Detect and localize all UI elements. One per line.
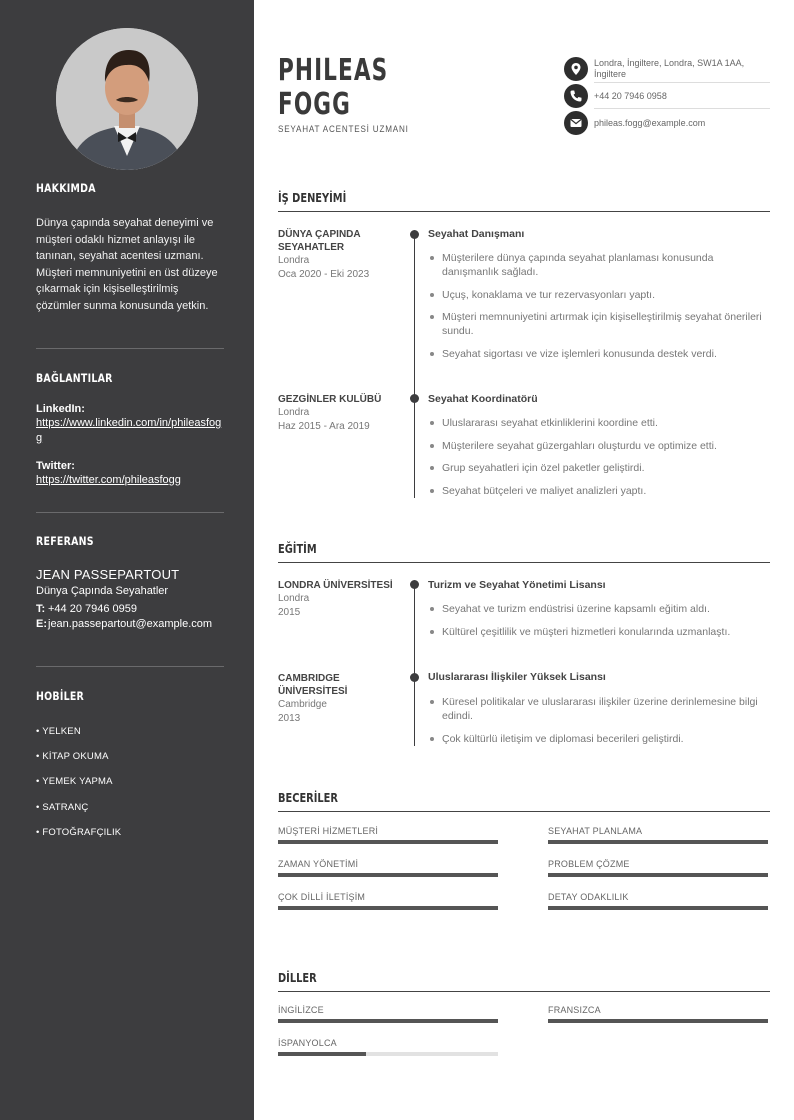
hobby-item: • YEMEK YAPMA [36, 776, 113, 788]
reference-company: Dünya Çapında Seyahatler [36, 585, 169, 597]
section-rule [278, 991, 770, 992]
skill-item [548, 826, 768, 836]
language-bar [278, 1019, 498, 1023]
skill-name: MÜŞTERİ HİZMETLERİ [278, 826, 379, 836]
email-icon [564, 111, 588, 135]
skill-item [278, 826, 498, 836]
education-bullets [428, 695, 770, 754]
phone-icon [564, 84, 588, 108]
experience-timeline [414, 234, 415, 498]
main-content [278, 0, 770, 1120]
org-dates: 2015 [278, 607, 301, 618]
skill-bar [548, 840, 768, 844]
skill-bar [278, 906, 498, 910]
bullet-item: Çok kültürlü iletişim ve diplomasi becerileri geliştirdi. [428, 732, 770, 746]
language-bar-fill [548, 1019, 768, 1023]
language-bar [278, 1052, 498, 1056]
education-timeline [414, 584, 415, 746]
language-item [278, 1038, 498, 1048]
reference-email-row [36, 617, 224, 632]
timeline-dot [410, 230, 419, 239]
language-bar [548, 1019, 768, 1023]
hobby-item: • KİTAP OKUMA [36, 751, 109, 763]
bullet-item: Müşterilere dünya çapında seyahat planlaması konusunda danışmanlık sağladı. [428, 251, 770, 279]
contact-email[interactable]: phileas.fogg@example.com [594, 118, 706, 128]
education-bullets [428, 602, 770, 647]
link-label: LinkedIn: [36, 403, 85, 415]
location-pin-icon [564, 57, 588, 81]
skill-bar [278, 840, 498, 844]
reference-phone: +44 20 7946 0959 [48, 603, 138, 615]
timeline-dot [410, 673, 419, 682]
section-rule [278, 811, 770, 812]
job-title: SEYAHAT ACENTESİ UZMANI [278, 124, 409, 134]
divider [36, 348, 224, 349]
section-rule [278, 211, 770, 212]
bullet-item: Uluslararası seyahat etkinliklerini koordine etti. [428, 416, 770, 430]
sidebar [0, 0, 254, 1120]
experience-role: Seyahat Koordinatörü [428, 393, 538, 405]
link-linkedin [36, 403, 224, 446]
hobby-list [36, 726, 224, 852]
about-text: Dünya çapında seyahat deneyimi ve müşteri odaklı hizmet anlayışı ile tanınan, seyahat acentesi uzmanı. Müşteri memnuniyetini en üst düzeye çıkarmak için kişiselleştirilmiş çözümler sunma konusunda yetkin. [36, 217, 218, 312]
twitter-link[interactable]: https://twitter.com/phileasfogg [36, 474, 181, 486]
bullet-item: Küresel politikalar ve uluslararası ilişkiler üzerine derinlemesine bilgi edindi. [428, 695, 770, 723]
org-location: Cambridge [278, 699, 327, 710]
divider [36, 666, 224, 667]
bullet-item: Grup seyahatleri için özel paketler geliştirdi. [428, 461, 770, 475]
org-location: Londra [278, 407, 310, 418]
hobby-item: • SATRANÇ [36, 801, 89, 813]
link-twitter [36, 460, 224, 488]
language-item [548, 1005, 768, 1015]
bullet-item: Seyahat ve turizm endüstrisi üzerine kapsamlı eğitim aldı. [428, 602, 770, 616]
hobbies-section [36, 689, 224, 852]
first-name: PHILEAS [278, 53, 389, 88]
skill-bar [548, 906, 768, 910]
language-name: İNGİLİZCE [278, 1005, 324, 1015]
skill-bar-fill [548, 840, 768, 844]
skill-bar-fill [548, 873, 768, 877]
org-name: LONDRA ÜNİVERSİTESİ [278, 580, 393, 591]
skill-bar-fill [548, 906, 768, 910]
org-name: CAMBRIDGE ÜNİVERSİTESİ [278, 673, 348, 697]
contact-divider [594, 82, 770, 83]
hobby-item: • YELKEN [36, 726, 81, 737]
skill-name: ZAMAN YÖNETİMİ [278, 859, 359, 869]
language-item [278, 1005, 498, 1015]
profile-photo [56, 28, 198, 170]
language-bar-fill [278, 1052, 366, 1056]
org-location: Londra [278, 593, 310, 604]
education-degree: Turizm ve Seyahat Yönetimi Lisansı [428, 579, 606, 591]
languages-title: DİLLER [278, 971, 317, 985]
skill-item [278, 892, 498, 902]
org-name: GEZGİNLER KULÜBÜ [278, 394, 382, 405]
links-section [36, 371, 224, 488]
education-org [278, 672, 398, 726]
contact-address: Londra, İngiltere, Londra, SW1A 1AA, İngiltere [594, 58, 745, 79]
language-name: İSPANYOLCA [278, 1038, 337, 1048]
skill-bar [548, 873, 768, 877]
reference-title: REFERANS [36, 534, 94, 548]
section-rule [278, 562, 770, 563]
language-name: FRANSIZCA [548, 1005, 601, 1015]
about-section [36, 181, 224, 314]
links-title: BAĞLANTILAR [36, 371, 113, 385]
email-label: E: [36, 618, 47, 630]
org-name: DÜNYA ÇAPINDA SEYAHATLER [278, 229, 361, 253]
skill-name: ÇOK DİLLİ İLETİŞİM [278, 892, 366, 902]
language-bar-fill [278, 1019, 498, 1023]
org-dates: Oca 2020 - Eki 2023 [278, 269, 370, 280]
divider [36, 512, 224, 513]
last-name: FOGG [278, 87, 351, 122]
bullet-item: Seyahat sigortası ve vize işlemleri konusunda destek verdi. [428, 347, 770, 361]
phone-label: T: [36, 603, 46, 615]
org-dates: 2013 [278, 713, 301, 724]
reference-phone-row [36, 602, 224, 617]
skill-bar-fill [278, 840, 498, 844]
experience-org [278, 393, 398, 434]
skill-name: SEYAHAT PLANLAMA [548, 826, 643, 836]
org-location: Londra [278, 255, 310, 266]
skill-name: PROBLEM ÇÖZME [548, 859, 630, 869]
hobbies-title: HOBİLER [36, 689, 85, 703]
experience-org [278, 228, 398, 282]
reference-email[interactable]: jean.passepartout@example.com [48, 618, 213, 630]
skill-bar-fill [278, 873, 498, 877]
contact-phone: +44 20 7946 0958 [594, 91, 667, 101]
experience-bullets [428, 416, 770, 506]
reference-section [36, 534, 224, 632]
bullet-item: Müşteri memnuniyetini artırmak için kişiselleştirilmiş seyahat önerileri sundu. [428, 310, 770, 338]
linkedin-link[interactable]: https://www.linkedin.com/in/phileasfogg [36, 417, 222, 444]
link-label: Twitter: [36, 460, 75, 472]
skill-item [548, 892, 768, 902]
skill-name: DETAY ODAKLILIK [548, 892, 629, 902]
education-title: EĞİTİM [278, 542, 317, 556]
person-name [278, 54, 388, 122]
bullet-item: Müşterilere seyahat güzergahları oluşturdu ve optimize etti. [428, 439, 770, 453]
skill-item [278, 859, 498, 869]
hobby-item: • FOTOĞRAFÇILIK [36, 826, 122, 838]
bullet-item: Seyahat bütçeleri ve maliyet analizleri yaptı. [428, 484, 770, 498]
education-degree: Uluslararası İlişkiler Yüksek Lisansı [428, 671, 606, 683]
timeline-dot [410, 394, 419, 403]
org-dates: Haz 2015 - Ara 2019 [278, 421, 370, 432]
contact-divider [594, 108, 770, 109]
bullet-item: Uçuş, konaklama ve tur rezervasyonları yaptı. [428, 288, 770, 302]
experience-bullets [428, 251, 770, 369]
skill-bar-fill [278, 906, 498, 910]
experience-role: Seyahat Danışmanı [428, 228, 525, 240]
bullet-item: Kültürel çeşitlilik ve müşteri hizmetleri konularında uzmanlaştı. [428, 625, 770, 639]
reference-name: JEAN PASSEPARTOUT [36, 567, 180, 582]
timeline-dot [410, 580, 419, 589]
about-title: HAKKIMDA [36, 181, 96, 195]
experience-title: İŞ DENEYİMİ [278, 191, 347, 205]
skill-item [548, 859, 768, 869]
skill-bar [278, 873, 498, 877]
skills-title: BECERİLER [278, 791, 338, 805]
education-org [278, 579, 398, 620]
